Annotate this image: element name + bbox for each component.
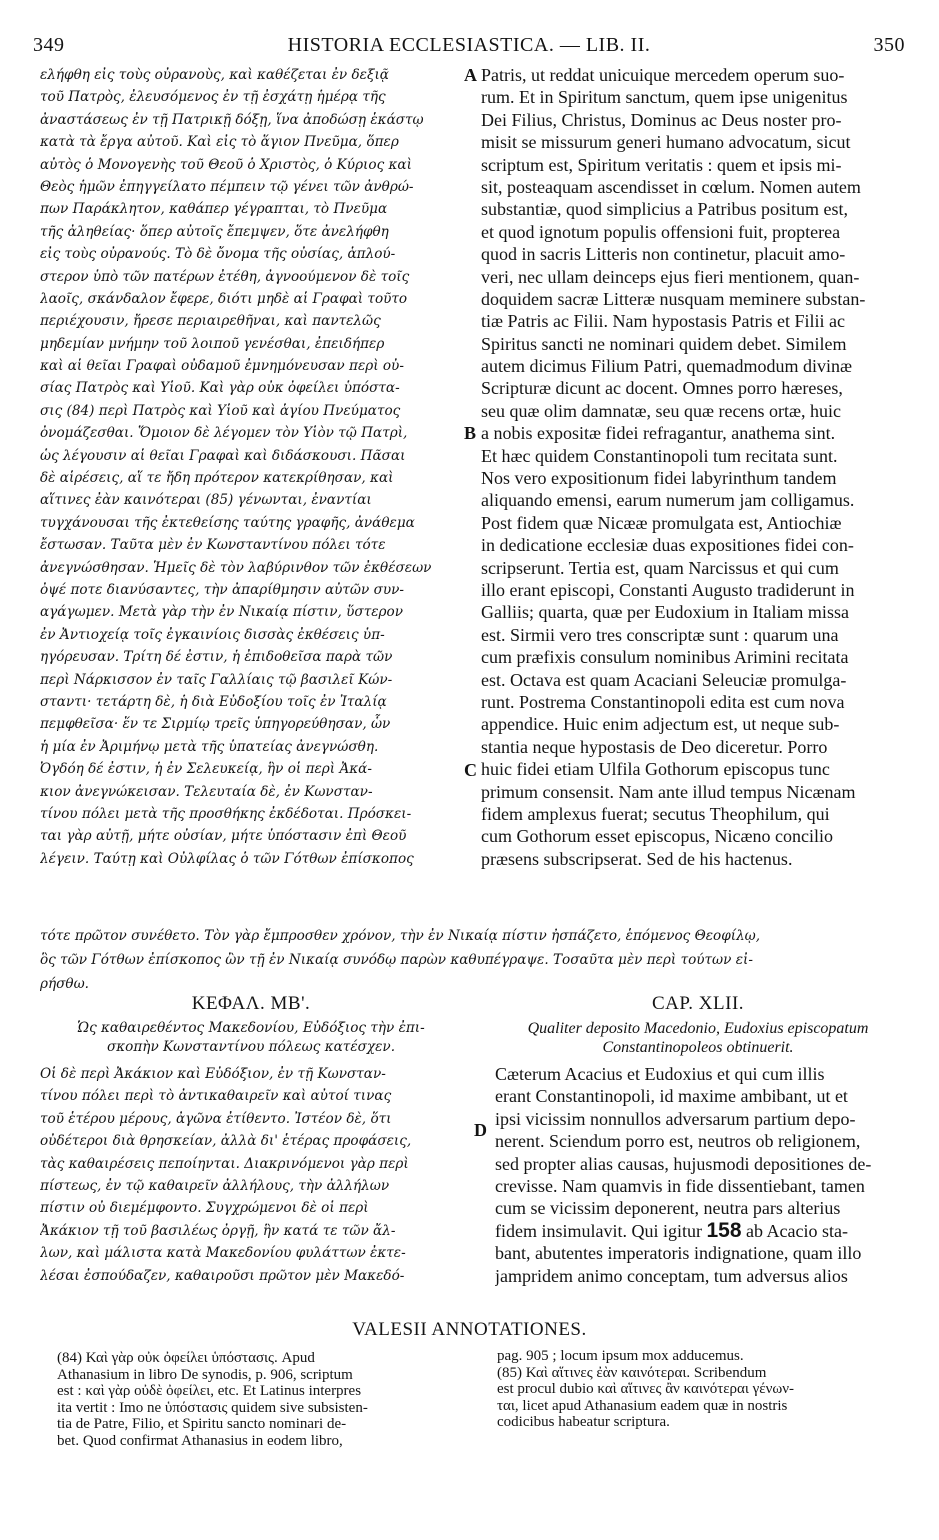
greek-text-line: σταντι· τετάρτη δὲ, ἡ διὰ Εὐδοξίου τοῖς ἐν Ἰταλίᾳ <box>40 693 387 710</box>
latin-text-line: præsens subscripserat. Sed de his hactenus. <box>481 848 793 869</box>
latin-text-line: illo erant episcopi, Constanti Augusto tradiderunt in <box>481 579 855 600</box>
latin-text-segment: ab Acacio sta- <box>741 1220 848 1241</box>
greek-text-line: τοῦ Πατρὸς, ἐλευσόμενος ἐν τῇ ἐσχάτῃ ἡμέρᾳ τῆς <box>40 89 386 106</box>
latin-text-line: scriptum est, Spiritum veritatis : quem et ipsis mi- <box>481 154 842 175</box>
annotation-line: pag. 905 ; locum ipsum mox adducemus. <box>497 1348 744 1364</box>
greek-text-line: εἰς τοὺς οὐρανούς. Τὸ δὲ ὄνομα τῆς οὐσίας, ἁπλού- <box>40 246 396 263</box>
greek-column-bottom <box>40 1063 460 1287</box>
chapter-subtitle-greek: Ὡς καθαιρεθέντος Μακεδονίου, Εὐδόξιος τὴν ἐπι- <box>77 1020 425 1036</box>
greek-text-line: Θεὸς ἡμῶν ἐπηγγείλατο πέμπειν τῷ γένει τῶν ἀνθρώ- <box>40 178 414 195</box>
annotations-left <box>57 1350 467 1449</box>
greek-text-line: ὀψέ ποτε διανύσαντες, τὴν ἀπαρίθμησιν αὐτῶν συν- <box>40 581 404 598</box>
greek-text-line: ἐν Ἀντιοχείᾳ τοῖς ἐγκαινίοις δισσὰς ἐκθέσεις ὑπ- <box>40 626 385 643</box>
greek-text-line: καὶ αἱ θεῖαι Γραφαὶ οὐδαμοῦ ἐμνημόνευσαν περὶ οὐ- <box>40 358 404 375</box>
latin-text-line: substantiæ, quod simplicius a Patribus positum est, <box>481 199 849 220</box>
greek-span-line: ὃς τῶν Γότθων ἐπίσκοπος ὢν τῇ ἐν Νικαίᾳ συνόδῳ παρὼν καθυπέγραψε. Τοσαῦτα μὲν περὶ τούτων εἰ- <box>40 952 753 968</box>
latin-text-line: appendice. Huic enim adjectum est, ut neque sub- <box>481 714 840 735</box>
greek-text-line: στερον ὑπὸ τῶν πατέρων ἐτέθη, ἀγνοούμενον δὲ τοῖς <box>40 268 410 285</box>
latin-text-line: tiæ Patris ac Filii. Nam hypostasis Patris et Filii ac <box>481 311 845 332</box>
chapter-title-greek: ΚΕΦΑΛ. ΜΒ'. <box>191 993 311 1014</box>
greek-text-line: κατὰ τὰ ἔργα αὐτοῦ. Καὶ εἰς τὸ ἅγιον Πνεῦμα, ὅπερ <box>40 134 399 151</box>
greek-text-line: τὰς καθαιρέσεις πεποίηνται. Διακρινόμενοι γὰρ περὶ <box>40 1155 409 1172</box>
annotation-line: est : καὶ γὰρ οὐδὲ ὀφείλει, etc. Et Latinus interpres <box>57 1383 362 1399</box>
greek-text-line: κιον ἀνεγνώκεισαν. Τελευταία δὲ, ἐν Κωνσταν- <box>40 783 373 800</box>
margin-letter-c: C <box>464 760 477 780</box>
latin-text-line: nerent. Sciendum porro est, neutros ob religionem, <box>495 1131 861 1152</box>
greek-text-line: Οἱ δὲ περὶ Ἀκάκιον καὶ Εὐδόξιον, ἐν τῇ Κωνσταν- <box>40 1066 386 1082</box>
greek-text-line: περὶ Νάρκισσον ἐν ταῖς Γαλλίαις τῷ βασιλεῖ Κών- <box>40 671 393 688</box>
annotation-line: codicibus habeatur scriptura. <box>497 1414 670 1430</box>
latin-text-line: aliquando emensi, earum numerum jam colligamus. <box>481 490 855 511</box>
greek-text-line: τῆς ἀληθείας· ὅπερ αὐτοῖς ἔπεμψεν, ὅτε ἀνελήφθη <box>40 223 389 240</box>
greek-text-line: τοῦ ἑτέρου μέρους, ἀγῶνα ἐτίθεντο. Ἰστέον δὲ, ὅτι <box>40 1110 392 1127</box>
latin-text-line: est. Sirmii vero tres conscriptæ sunt : quarum una <box>481 624 839 645</box>
latin-text-line: Dei Filius, Christus, Dominus ac Deus noster pro- <box>481 109 842 130</box>
chapter-subtitle-latin: Constantinopoleos obtinuerit. <box>602 1039 794 1056</box>
latin-text-line: in dedicatione ecclesiæ duas expositiones fidei con- <box>481 535 854 556</box>
margin-letter-b: B <box>464 423 477 443</box>
latin-text-line: est. Octava est quam Acaciani Seleuciæ promulga- <box>481 669 847 690</box>
annotation-line: ita vertit : Imo ne ὑπόστασις quidem sive subsisten- <box>57 1399 368 1416</box>
latin-text-line: quod in sacris Litteris non continetur, placuit amo- <box>481 244 846 265</box>
greek-column-top <box>40 64 462 870</box>
annotations-title: VALESII ANNOTATIONES. <box>352 1319 587 1340</box>
greek-text-line: Ὀγδόη δέ ἐστιν, ἡ ἐν Σελευκείᾳ, ἣν οἱ περὶ Ἀκά- <box>40 761 372 778</box>
running-title: HISTORIA ECCLESIASTICA. — LIB. II. <box>287 34 651 56</box>
latin-text-line: sit, posteaquam ascendisset in cœlum. Nomen autem <box>481 176 861 197</box>
annotation-line: ται, licet apud Athanasium eadem quæ in nostris <box>497 1397 788 1414</box>
greek-text-line: λέσαι ἐσπούδαζεν, καθαιροῦσι πρῶτον μὲν Μακεδό- <box>40 1267 405 1284</box>
greek-text-line: πων Παράκλητον, καθάπερ γέγραπται, τὸ Πνεῦμα <box>40 201 388 218</box>
annotation-line: (84) Καὶ γὰρ οὐκ ὀφείλει ὑπόστασις. Apud <box>57 1350 315 1366</box>
page-number-right: 350 <box>873 34 905 56</box>
column-number: 158 <box>706 1219 742 1242</box>
latin-text-line: scripserunt. Tertia est, quam Narcissus et qui cum <box>481 557 839 578</box>
greek-text-line: πίστεως, ἐν τῷ καθαιρεῖν ἀλλήλους, τὴν ἀλλήλων <box>40 1177 390 1194</box>
latin-text-line: erant Constantinopoli, id maxime ambibant, ut et <box>495 1086 848 1107</box>
latin-text-line: veri, nec ullam deinceps ejus fieri mentionem, quan- <box>481 266 860 287</box>
greek-text-line: πεμφθεῖσα· ἕν τε Σιρμίῳ τρεῖς ὑπηγορεύθησαν, ὧν <box>40 716 391 733</box>
latin-text-line: Scripturæ dicunt ac docent. Omnes porro hæreses, <box>481 378 843 399</box>
margin-letter-a: A <box>464 65 477 85</box>
greek-text-line: ὀνομάζεσθαι. Ὅμοιον δὲ λέγομεν τὸν Υἱὸν τῷ Πατρὶ, <box>40 425 408 442</box>
annotation-line: tia de Patre, Filio, et Spiritu sancto nominari de- <box>57 1416 347 1432</box>
greek-text-line: ἔστωσαν. Ταῦτα μὲν ἐν Κωνσταντίνου πόλει τότε <box>40 537 386 554</box>
greek-text-line: αγάγωμεν. Μετὰ γὰρ τὴν ἐν Νικαίᾳ πίστιν, ὕστερον <box>40 604 403 621</box>
margin-letter-d: D <box>474 1120 487 1140</box>
greek-text-line: σις (84) περὶ Πατρὸς καὶ Υἱοῦ καὶ ἁγίου Πνεύματος <box>40 402 401 419</box>
greek-text-line: περιέχουσιν, ἤρεσε περιαιρεθῆναι, καὶ παντελῶς <box>40 313 381 330</box>
greek-text-line: λαοῖς, σκάνδαλον ἔφερε, διότι μηδὲ αἱ Γραφαὶ τοῦτο <box>40 290 408 307</box>
greek-text-line: ηγόρευσαν. Τρίτη δέ ἐστιν, ἡ ἐπιδοθεῖσα παρὰ τῶν <box>40 649 393 666</box>
greek-text-line: οὐδέτεροι διὰ θρησκείαν, ἀλλὰ δι' ἑτέρας προφάσεις, <box>40 1133 412 1150</box>
greek-text-line: σίας Πατρὸς καὶ Υἱοῦ. Καὶ γὰρ οὐκ ὀφείλει ὑπόστα- <box>40 380 400 397</box>
latin-text-line: Nos vero expositionum fidei labyrinthum tandem <box>481 468 837 489</box>
latin-text-line: Post fidem quæ Nicææ promulgata est, Antiochiæ <box>481 512 842 533</box>
annotation-line: bet. Quod confirmat Athanasius in eodem libro, <box>57 1432 343 1449</box>
latin-text-line: a nobis expositæ fidei refragantur, anathema sint. <box>481 423 836 444</box>
latin-text-line: Patris, ut reddat unicuique mercedem operum suo- <box>481 65 845 85</box>
chapter-title-latin: CAP. XLII. <box>651 993 745 1014</box>
chapter-subtitle-latin: Qualiter deposito Macedonio, Eudoxius episcopatum <box>527 1020 869 1037</box>
running-header <box>33 34 905 58</box>
latin-text-line: cum præfixis consulum nominibus Arimini recitata <box>481 647 849 668</box>
latin-text-line: stantia neque hypostasis de Deo diceretur. Porro <box>481 736 828 757</box>
chapter-subtitle-greek: σκοπὴν Κωνσταντίνου πόλεως κατέσχεν. <box>106 1039 396 1055</box>
annotation-line: Athanasium in libro De synodis, p. 906, scriptum <box>57 1366 353 1383</box>
greek-text-line: ελήφθη εἰς τοὺς οὐρανοὺς, καὶ καθέζεται ἐν δεξιᾷ <box>40 67 389 83</box>
latin-column-top <box>481 64 909 870</box>
latin-text-line: cum se vicissim deponerent, neutra pars alterius <box>495 1198 841 1219</box>
latin-text-line: cum Gothorum esset episcopus, Nicæno concilio <box>481 826 833 847</box>
greek-span-line: ρήσθω. <box>40 976 90 992</box>
latin-text-line: misit se missurum generi humano advocatum, sicut <box>481 132 851 153</box>
latin-text-line: Cæterum Acacius et Eudoxius et qui cum illis <box>495 1064 825 1084</box>
greek-text-line: αὐτὸς ὁ Μονογενὴς τοῦ Θεοῦ ὁ Χριστὸς, ὁ Κύριος καὶ <box>40 156 412 173</box>
greek-text-line: ὡς λέγουσιν αἱ θεῖαι Γραφαὶ καὶ διδάσκουσι. Πᾶσαι <box>40 447 406 464</box>
greek-text-line: πίστιν οὐ διεμέμφοντο. Συγχρώμενοι δὲ οἱ περὶ <box>40 1200 369 1217</box>
latin-text-line: bant, abutentes imperatoris indignatione, quam illo <box>495 1243 862 1264</box>
annotation-line: est procul dubio καὶ αἵτινες ἂν καινότεραι γένων- <box>497 1381 795 1397</box>
greek-span-line: τότε πρῶτον συνέθετο. Τὸν γὰρ ἔμπροσθεν χρόνον, τὴν ἐν Νικαίᾳ πίστιν ἠσπάζετο, ἑπόμενος Θεοφίλῳ, <box>40 928 761 944</box>
greek-text-line: ἡ μία ἐν Ἀριμήνῳ μετὰ τῆς ὑπατείας ἀνεγνώσθη. <box>40 738 379 755</box>
latin-text-segment: fidem insimulavit. Qui igitur <box>495 1220 707 1241</box>
latin-text-line: et quod ignotum populis offensioni fuit, propterea <box>481 221 841 242</box>
greek-text-line: αἵτινες ἐὰν καινότεραι (85) γένωνται, ἐναντίαι <box>40 492 372 509</box>
greek-text-line: ἀνεγνώσθησαν. Ἡμεῖς δὲ τὸν λαβύρινθον τῶν ἐκθέσεων <box>40 559 432 576</box>
latin-text-line: fidem amplexus fuerat; secutus Theophilum, qui <box>481 803 830 824</box>
latin-text-line: crevisse. Nam quamvis in fide dissentiebant, tamen <box>495 1175 865 1196</box>
greek-text-line: λέγειν. Ταύτῃ καὶ Οὐλφίλας ὁ τῶν Γότθων ἐπίσκοπος <box>40 850 414 867</box>
annotations-right <box>497 1348 907 1431</box>
annotation-line: (85) Καὶ αἵτινες ἐὰν καινότεραι. Scribendum <box>497 1364 767 1381</box>
latin-text-line: doquidem sacræ Litteræ nusquam meminere substan- <box>481 288 866 309</box>
latin-text-line: ipsi vicissim nonnullos adversarum partium depo- <box>495 1108 856 1129</box>
greek-text-line: τυγχάνουσαι τῆς ἐκτεθείσης ταύτης γραφῆς, ἀνάθεμα <box>40 514 415 531</box>
latin-text-line: autem dicimus Filium Patri, quemadmodum divinæ <box>481 356 852 377</box>
latin-text-line: runt. Postrema Constantinopoli edita est cum nova <box>481 691 845 712</box>
latin-text-line: rum. Et in Spiritum sanctum, quem ipse unigenitus <box>481 87 848 108</box>
latin-text-line: sed propter alias causas, hujusmodi depositiones de- <box>495 1153 872 1174</box>
latin-column-bottom <box>495 1063 905 1287</box>
greek-text-line: λων, καὶ μάλιστα κατὰ Μακεδονίου φυλάττων ἐκτε- <box>40 1245 406 1262</box>
greek-text-line: μηδεμίαν μνήμην τοῦ λοιποῦ γενέσθαι, ἐπειδήπερ <box>40 335 385 352</box>
latin-text-line: huic fidei etiam Ulfila Gothorum episcopus tunc <box>481 759 830 780</box>
greek-text-line: δὲ αἱρέσεις, αἵ τε ἤδη πρότερον κατεκρίθησαν, καὶ <box>40 470 394 487</box>
latin-text-line: jampridem animo conceptam, tum adversus alios <box>495 1265 848 1286</box>
latin-text-line-with-column-number <box>495 1220 905 1242</box>
greek-text-line: τίνου πόλει περὶ τὸ ἀντικαθαιρεῖν καὶ αὐτοί τινας <box>40 1088 392 1105</box>
greek-text-line: ἀναστάσεως ἐν τῇ Πατρικῇ δόξῃ, ἵνα ἀποδώσῃ ἑκάστῳ <box>40 111 424 128</box>
latin-text-line: Galliis; quarta, quæ per Eudoxium in Italiam missa <box>481 602 849 623</box>
latin-text-line: seu quæ olim damnatæ, seu quæ recens ortæ, huic <box>481 400 841 421</box>
latin-text-line: primum consensit. Nam ante illud tempus Nicænam <box>481 781 856 802</box>
greek-text-line: ται γὰρ αὐτῇ, μήτε οὐσίαν, μήτε ὑπόστασιν ἐπὶ Θεοῦ <box>40 828 407 845</box>
page-number-left: 349 <box>33 34 65 56</box>
latin-text-line: Spiritus sancti ne nominari quidem debet. Similem <box>481 333 847 354</box>
greek-text-line: τίνου πόλει μετὰ τῆς προσθήκης ἐκδέδοται. Πρόσκει- <box>40 805 412 822</box>
latin-text-line: Et hæc quidem Constantinopoli tum recitata sunt. <box>481 445 838 466</box>
greek-text-line: Ἀκάκιον τῇ τοῦ βασιλέως ὀργῇ, ἣν κατά τε τῶν ἄλ- <box>40 1222 396 1239</box>
